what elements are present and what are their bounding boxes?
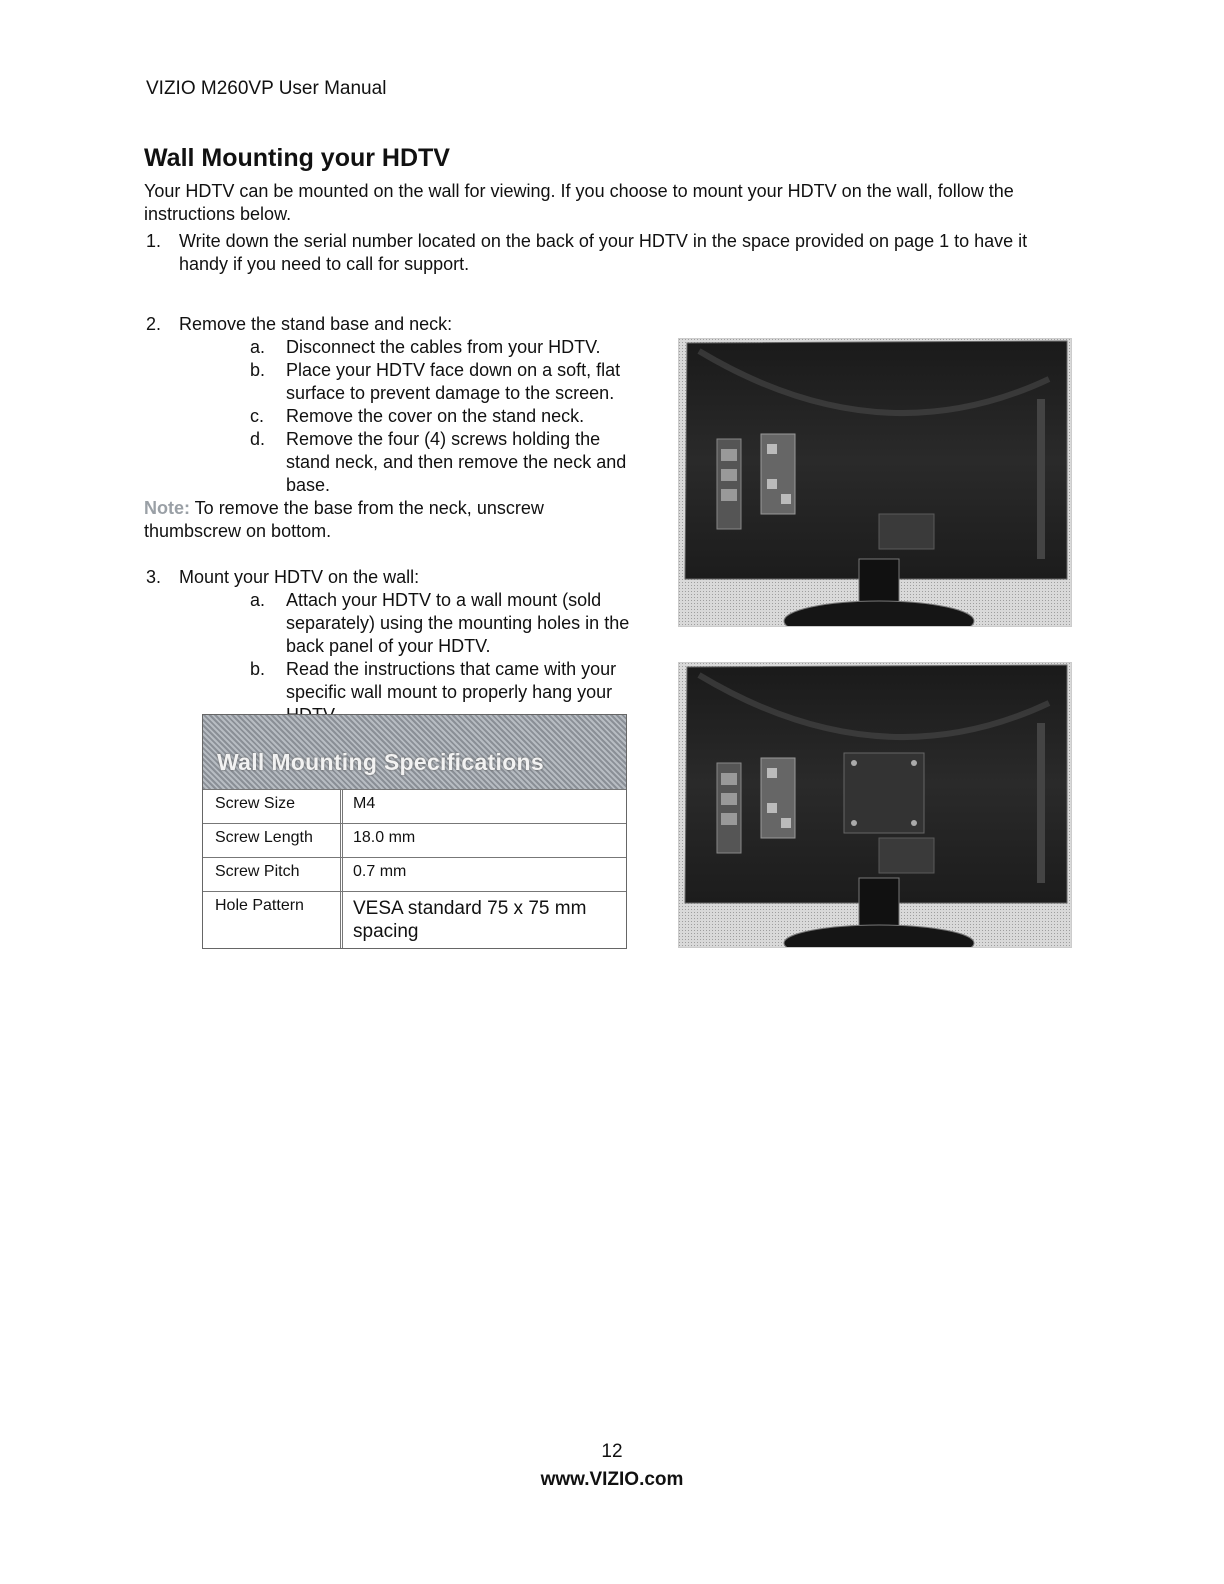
step-2b-letter: b. xyxy=(250,360,266,380)
step-1-number: 1. xyxy=(146,231,162,251)
spec-key: Screw Pitch xyxy=(203,858,343,891)
step-2a xyxy=(250,336,656,359)
step-2b-text: Place your HDTV face down on a soft, flat surface to prevent damage to the screen. xyxy=(286,360,621,403)
step-2a-letter: a. xyxy=(250,337,266,357)
step-2d xyxy=(250,428,638,497)
spec-value: M4 xyxy=(353,795,376,812)
step-2d-letter: d. xyxy=(250,429,266,449)
step-2a-text: Disconnect the cables from your HDTV. xyxy=(286,337,601,357)
spec-key: Screw Length xyxy=(203,824,343,857)
spec-key: Screw Size xyxy=(203,790,343,823)
table-row xyxy=(203,823,626,857)
step-2-text: Remove the stand base and neck: xyxy=(179,314,453,334)
step-3a-text: Attach your HDTV to a wall mount (sold separately) using the mounting holes in the back panel of your HDTV. xyxy=(286,590,630,656)
spec-key: Hole Pattern xyxy=(203,892,343,948)
tv-back-mounting-holes-photo xyxy=(678,662,1072,948)
step-2c-letter: c. xyxy=(250,406,265,426)
spec-value: VESA standard 75 x 75 mm spacing xyxy=(353,898,587,942)
wall-mount-spec-table xyxy=(202,714,627,949)
page-number: 12 xyxy=(601,1441,623,1462)
tv-back-with-stand-photo xyxy=(678,338,1072,627)
step-3-number: 3. xyxy=(146,567,162,587)
table-row xyxy=(203,789,626,823)
table-row xyxy=(203,857,626,891)
step-2d-text: Remove the four (4) screws holding the stand neck, and then remove the neck and base. xyxy=(286,429,627,495)
spec-value: 0.7 mm xyxy=(353,863,407,880)
section-title: Wall Mounting your HDTV xyxy=(144,144,450,172)
step-1-text: Write down the serial number located on the back of your HDTV in the space provided on page 1 to have it handy if you need to call for support. xyxy=(179,231,1028,274)
spec-table-title: Wall Mounting Specifications xyxy=(203,715,626,789)
step-3a xyxy=(250,589,646,658)
footer-url: www.VIZIO.com xyxy=(540,1469,684,1490)
step-2c xyxy=(250,405,656,428)
spec-value: 18.0 mm xyxy=(353,829,416,846)
step-3b-text: Read the instructions that came with your specific wall mount to properly hang your xyxy=(286,659,617,702)
step-3-text: Mount your HDTV on the wall: xyxy=(179,567,420,587)
note-text: To remove the base from the neck, unscrew thumbscrew on bottom. xyxy=(144,498,544,541)
step-3a-letter: a. xyxy=(250,590,266,610)
document-header: VIZIO M260VP User Manual xyxy=(146,78,387,99)
note-label: Note: xyxy=(144,498,190,518)
note-paragraph xyxy=(144,497,604,543)
step-3b-letter: b. xyxy=(250,659,266,679)
step-2-number: 2. xyxy=(146,314,162,334)
intro-paragraph: Your HDTV can be mounted on the wall for viewing. If you choose to mount your HDTV on the wall, follow the instructions below. xyxy=(144,181,1014,224)
step-2c-text: Remove the cover on the stand neck. xyxy=(286,406,585,426)
step-2b xyxy=(250,359,656,405)
table-row xyxy=(203,891,626,948)
